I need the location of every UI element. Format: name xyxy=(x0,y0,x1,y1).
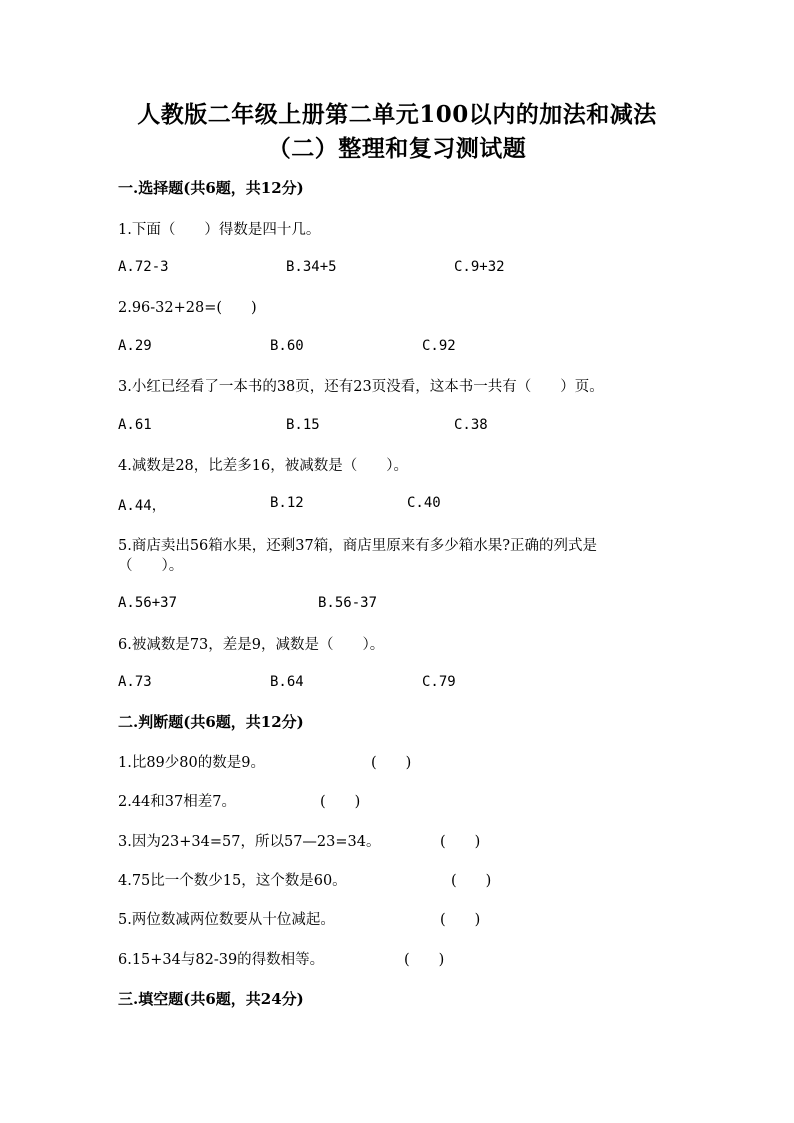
judge-question-3: 3.因为23+34=57，所以57—23=34。 xyxy=(118,834,381,850)
section-heading-fill: 三.填空题(共6题，共24分) xyxy=(118,990,304,1008)
judge-2-answer-blank: ( ) xyxy=(320,794,361,810)
choice-5-option-a: A.56+37 xyxy=(118,595,178,611)
choice-question-2: 2.96-32+28=( ) xyxy=(118,300,257,316)
choice-2-option-a: A.29 xyxy=(118,338,152,354)
page-title-line2: （二）整理和复习测试题 xyxy=(267,135,527,162)
choice-2-option-b: B.60 xyxy=(270,338,304,354)
choice-2-option-c: C.92 xyxy=(422,338,456,354)
choice-4-option-b: B.12 xyxy=(270,495,304,511)
choice-3-option-a: A.61 xyxy=(118,417,152,433)
judge-6-answer-blank: ( ) xyxy=(404,952,445,968)
judge-question-2: 2.44和37相差7。 xyxy=(118,794,236,810)
judge-3-answer-blank: ( ) xyxy=(440,834,481,850)
choice-question-3: 3.小红已经看了一本书的38页，还有23页没看，这本书一共有（ ）页。 xyxy=(118,379,604,395)
choice-6-option-b: B.64 xyxy=(270,674,304,690)
choice-1-option-a: A.72-3 xyxy=(118,259,169,275)
choice-question-4: 4.减数是28，比差多16，被减数是（ ）。 xyxy=(118,458,408,474)
choice-4-option-a: A.44， xyxy=(118,498,166,514)
judge-question-4: 4.75比一个数少15，这个数是60。 xyxy=(118,873,347,889)
choice-6-option-c: C.79 xyxy=(422,674,456,690)
section-heading-judge: 二.判断题(共6题，共12分) xyxy=(118,713,304,731)
choice-question-6: 6.被减数是73，差是9，减数是（ ）。 xyxy=(118,637,385,653)
choice-4-option-c: C.40 xyxy=(407,495,441,511)
judge-1-answer-blank: ( ) xyxy=(371,755,412,771)
choice-6-option-a: A.73 xyxy=(118,674,152,690)
judge-4-answer-blank: ( ) xyxy=(451,873,492,889)
judge-question-5: 5.两位数减两位数要从十位减起。 xyxy=(118,912,335,928)
page-title-line1: 人教版二年级上册第二单元100以内的加法和减法 xyxy=(137,101,657,128)
judge-question-1: 1.比89少80的数是9。 xyxy=(118,755,265,771)
choice-question-1: 1.下面（ ）得数是四十几。 xyxy=(118,222,321,238)
judge-question-6: 6.15+34与82-39的得数相等。 xyxy=(118,952,325,968)
section-heading-choice: 一.选择题(共6题，共12分) xyxy=(118,179,304,197)
choice-3-option-b: B.15 xyxy=(286,417,320,433)
choice-1-option-c: C.9+32 xyxy=(454,259,505,275)
choice-1-option-b: B.34+5 xyxy=(286,259,337,275)
choice-question-5: 5.商店卖出56箱水果，还剩37箱，商店里原来有多少箱水果?正确的列式是 xyxy=(118,538,598,554)
choice-3-option-c: C.38 xyxy=(454,417,488,433)
judge-5-answer-blank: ( ) xyxy=(440,912,481,928)
choice-5-option-b: B.56-37 xyxy=(318,595,378,611)
choice-question-5-continued: （ ）。 xyxy=(118,558,184,574)
